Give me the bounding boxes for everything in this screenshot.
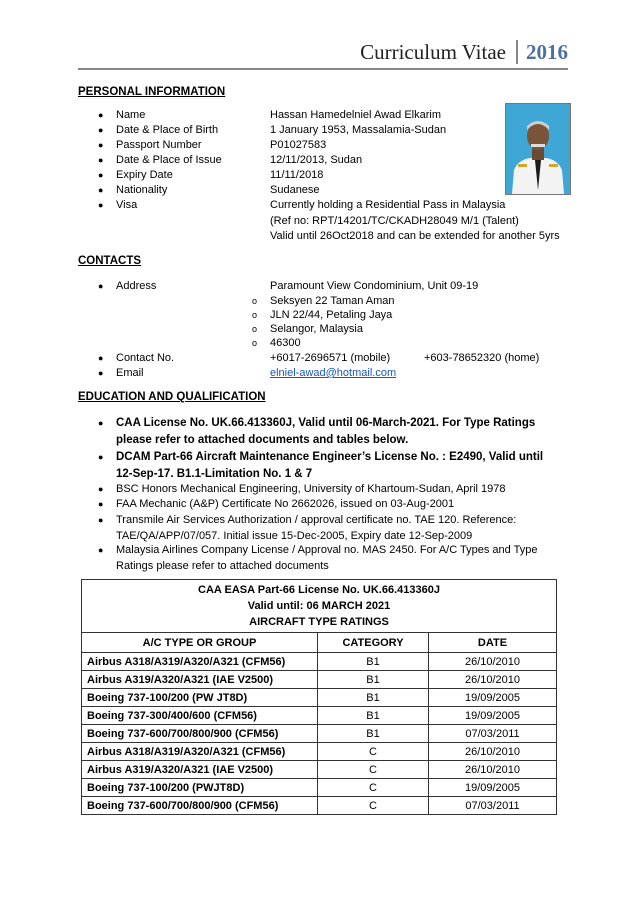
personal-row: ● Expiry Date bbox=[98, 169, 173, 181]
table-row bbox=[82, 671, 557, 689]
type-cell: Boeing 737-100/200 (PW JT8D) bbox=[82, 689, 318, 707]
address-label: Address bbox=[116, 280, 157, 292]
category-cell: C bbox=[318, 761, 429, 779]
category-cell: C bbox=[318, 779, 429, 797]
personal-value: Currently holding a Residential Pass in Malaysia bbox=[270, 199, 506, 211]
personal-label: Date & Place of Birth bbox=[116, 124, 219, 136]
category-cell: B1 bbox=[318, 689, 429, 707]
date-cell: 26/10/2010 bbox=[429, 743, 557, 761]
profile-photo bbox=[505, 103, 571, 195]
col-header-category: CATEGORY bbox=[318, 633, 429, 653]
date-cell: 19/09/2005 bbox=[429, 779, 557, 797]
personal-value: P01027583 bbox=[270, 139, 327, 151]
table-row bbox=[82, 743, 557, 761]
date-cell: 19/09/2005 bbox=[429, 689, 557, 707]
type-cell: Boeing 737-600/700/800/900 (CFM56) bbox=[82, 797, 318, 815]
date-cell: 19/09/2005 bbox=[429, 707, 557, 725]
table-title-ratings: AIRCRAFT TYPE RATINGS bbox=[249, 616, 389, 628]
home-number: +603-78652320 (home) bbox=[424, 352, 540, 364]
personal-row: ● Date & Place of Issue bbox=[98, 154, 222, 166]
header-rule bbox=[78, 68, 568, 70]
personal-value: Hassan Hamedelniel Awad Elkarim bbox=[270, 109, 441, 121]
type-cell: Boeing 737-100/200 (PWJT8D) bbox=[82, 779, 318, 797]
table-row bbox=[82, 761, 557, 779]
personal-label: Date & Place of Issue bbox=[116, 154, 222, 166]
personal-value: 11/11/2018 bbox=[270, 169, 324, 181]
date-cell: 26/10/2010 bbox=[429, 653, 557, 671]
table-header-row bbox=[82, 633, 557, 653]
type-ratings-table bbox=[81, 579, 557, 815]
personal-label: Nationality bbox=[116, 184, 168, 196]
col-header-date: DATE bbox=[429, 633, 557, 653]
personal-heading: PERSONAL INFORMATION bbox=[78, 86, 226, 98]
personal-row: ● Passport Number bbox=[98, 139, 202, 151]
education-heading: EDUCATION AND QUALIFICATION bbox=[78, 391, 266, 403]
category-cell: B1 bbox=[318, 707, 429, 725]
table-row bbox=[82, 707, 557, 725]
col-header-type: A/C TYPE OR GROUP bbox=[82, 633, 318, 653]
visa-ref: (Ref no: RPT/14201/TC/CKADH28049 M/1 (Talent) bbox=[270, 215, 519, 227]
type-cell: Boeing 737-600/700/800/900 (CFM56) bbox=[82, 725, 318, 743]
table-row bbox=[82, 689, 557, 707]
cv-title: Curriculum Vitae bbox=[360, 40, 506, 64]
personal-label: Name bbox=[116, 109, 146, 121]
table-row bbox=[82, 779, 557, 797]
header bbox=[0, 40, 568, 65]
table-title-row bbox=[82, 580, 557, 633]
type-cell: Airbus A318/A319/A320/A321 (CFM56) bbox=[82, 653, 318, 671]
contacts-heading: CONTACTS bbox=[78, 255, 142, 267]
email-row: ● Email bbox=[98, 367, 144, 379]
category-cell: C bbox=[318, 797, 429, 815]
personal-row: ● Name bbox=[98, 109, 146, 121]
personal-value: Sudanese bbox=[270, 184, 320, 196]
education-item: ● DCAM Part-66 Aircraft Maintenance Engineer’s License No. : E2490, Valid until 12-Sep-17. B1.1-Limitation No. 1 & 7 bbox=[98, 451, 544, 480]
address-main: Paramount View Condominium, Unit 09-19 bbox=[270, 280, 479, 292]
category-cell: B1 bbox=[318, 653, 429, 671]
category-cell: B1 bbox=[318, 671, 429, 689]
table-row bbox=[82, 725, 557, 743]
education-item: ● BSC Honors Mechanical Engineering, University of Khartoum-Sudan, April 1978 bbox=[98, 483, 506, 495]
date-cell: 07/03/2011 bbox=[429, 725, 557, 743]
type-cell: Boeing 737-300/400/600 (CFM56) bbox=[82, 707, 318, 725]
type-cell: Airbus A319/A320/A321 (IAE V2500) bbox=[82, 671, 318, 689]
education-item: ● Malaysia Airlines Company License / Approval no. MAS 2450. For A/C Types and Type Ratings please refer to attached documents bbox=[98, 544, 538, 572]
date-cell: 26/10/2010 bbox=[429, 761, 557, 779]
personal-row: ● Date & Place of Birth bbox=[98, 124, 219, 136]
type-cell: Airbus A319/A320/A321 (IAE V2500) bbox=[82, 761, 318, 779]
date-cell: 26/10/2010 bbox=[429, 671, 557, 689]
visa-validity: Valid until 26Oct2018 and can be extended for another 5yrs bbox=[270, 230, 560, 242]
personal-row: ● Visa bbox=[98, 199, 138, 211]
table-title-validity: Valid until: 06 MARCH 2021 bbox=[247, 600, 391, 612]
address-line: o Seksyen 22 Taman Aman bbox=[252, 295, 395, 307]
type-cell: Airbus A318/A319/A320/A321 (CFM56) bbox=[82, 743, 318, 761]
email-label: Email bbox=[116, 367, 144, 379]
category-cell: C bbox=[318, 743, 429, 761]
education-item: ● FAA Mechanic (A&P) Certificate No 2662026, issued on 03-Aug-2001 bbox=[98, 498, 455, 510]
address-line: o 46300 bbox=[252, 337, 301, 349]
personal-label: Expiry Date bbox=[116, 169, 173, 181]
address-line: o JLN 22/44, Petaling Jaya bbox=[252, 309, 393, 321]
personal-row: ● Nationality bbox=[98, 184, 168, 196]
table-row bbox=[82, 797, 557, 815]
contact-label: Contact No. bbox=[116, 352, 175, 364]
education-item: ● CAA License No. UK.66.413360J, Valid until 06-March-2021. For Type Ratings please refer to attached documents and tables below. bbox=[98, 417, 536, 446]
personal-value: 12/11/2013, Sudan bbox=[270, 154, 363, 166]
date-cell: 07/03/2011 bbox=[429, 797, 557, 815]
cv-year: 2016 bbox=[516, 40, 568, 64]
personal-label: Visa bbox=[116, 199, 138, 211]
personal-label: Passport Number bbox=[116, 139, 202, 151]
table-title-license: CAA EASA Part-66 License No. UK.66.413360J bbox=[198, 584, 440, 596]
contact-row: ● Contact No. bbox=[98, 352, 175, 364]
email-link[interactable]: elniel-awad@hotmail.com bbox=[270, 367, 397, 379]
address-row: ● Address bbox=[98, 280, 157, 292]
education-item: ● Transmile Air Services Authorization / approval certificate no. TAE 120. Reference: TAE/QA/APP/07/057. Initial issue 15-Dec-2005, Expiry date 12-Sep-2009 bbox=[98, 514, 517, 542]
mobile-number: +6017-2696571 (mobile) bbox=[270, 352, 391, 364]
category-cell: B1 bbox=[318, 725, 429, 743]
personal-value: 1 January 1953, Massalamia-Sudan bbox=[270, 124, 447, 136]
table-row bbox=[82, 653, 557, 671]
address-line: o Selangor, Malaysia bbox=[252, 323, 363, 335]
